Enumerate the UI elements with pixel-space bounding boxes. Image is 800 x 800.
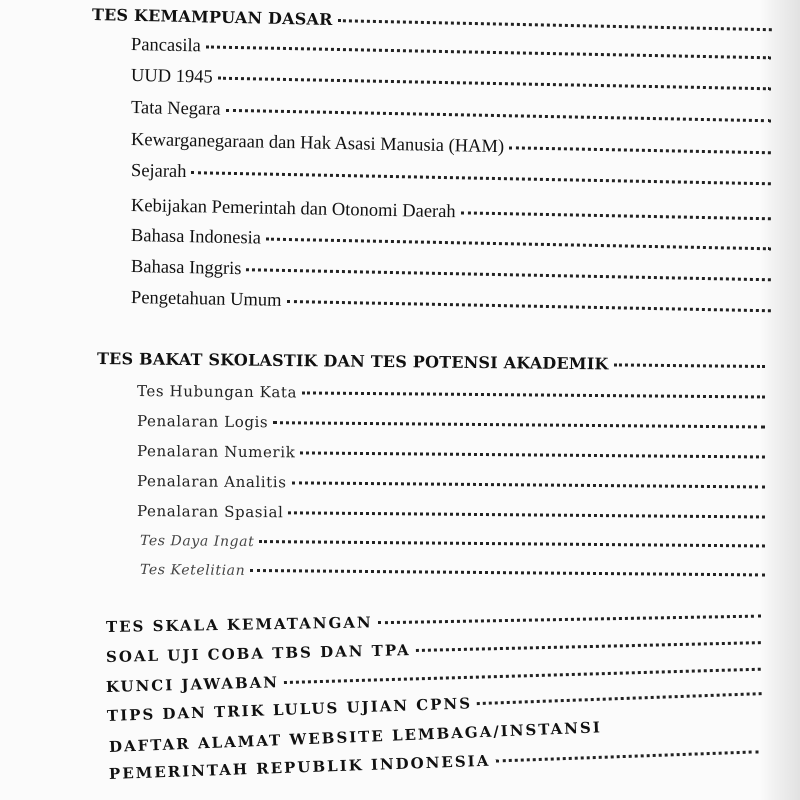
dot-leader xyxy=(495,748,758,762)
toc-item-kewarganegaraan xyxy=(131,130,771,163)
toc-item-label: Bahasa Inggris xyxy=(130,257,242,280)
dot-leader xyxy=(338,17,772,31)
toc-item-penalaran-spasial xyxy=(137,502,765,525)
toc-item-label: Tes Daya Ingat xyxy=(139,533,255,550)
toc-item-label: Tes Ketelitian xyxy=(139,562,246,579)
toc-item-bahasa-inggris xyxy=(131,257,771,290)
toc-item-tes-hubungan-kata xyxy=(137,382,765,405)
dot-leader xyxy=(461,209,771,220)
toc-item-soal-uji-coba xyxy=(106,633,761,666)
toc-item-label: Pancasila xyxy=(130,35,202,57)
dot-leader xyxy=(288,509,765,518)
dot-leader xyxy=(246,266,771,281)
toc-item-label: Kebijakan Pemerintah dan Otonomi Daerah xyxy=(130,196,456,223)
dot-leader xyxy=(226,107,771,122)
toc-item-pancasila xyxy=(131,35,771,68)
toc-item-label: DAFTAR ALAMAT WEBSITE LEMBAGA/INSTANSI xyxy=(108,718,603,756)
toc-item-label: Tes Hubungan Kata xyxy=(136,382,298,402)
toc-item-label: Bahasa Indonesia xyxy=(130,226,262,249)
dot-leader xyxy=(273,419,765,428)
toc-item-label: KUNCI JAWABAN xyxy=(105,673,280,696)
toc-item-label: SOAL UJI COBA TBS DAN TPA xyxy=(105,641,411,666)
dot-leader xyxy=(477,690,762,705)
toc-item-tes-daya-ingat xyxy=(140,533,765,554)
toc-heading-label: TES BAKAT SKOLASTIK DAN TES POTENSI AKADEMIK xyxy=(96,349,609,374)
toc-item-tes-skala-kematangan xyxy=(106,607,761,636)
toc-heading-label: TES KEMAMPUAN DASAR xyxy=(91,5,333,30)
toc-item-label: Penalaran Spasial xyxy=(136,502,284,522)
dot-leader xyxy=(191,169,771,185)
toc-item-penalaran-analitis xyxy=(137,472,765,495)
dot-leader xyxy=(218,75,771,91)
toc-item-kebijakan-pemerintah xyxy=(131,196,771,229)
toc-item-tata-negara xyxy=(131,98,771,131)
toc-item-bahasa-indonesia xyxy=(131,226,771,259)
page-edge-shadow xyxy=(760,0,800,800)
toc-heading-tes-bakat-skolastik xyxy=(97,349,765,375)
dot-leader xyxy=(266,236,771,251)
toc-item-pengetahuan-umum xyxy=(131,288,771,321)
toc-item-tes-ketelitian xyxy=(140,562,765,583)
toc-item-label: Sejarah xyxy=(130,161,187,183)
toc-item-label: Pengetahuan Umum xyxy=(130,288,282,311)
toc-item-label: TES SKALA KEMATANGAN xyxy=(105,613,373,636)
toc-item-label: Penalaran Logis xyxy=(136,412,269,432)
dot-leader xyxy=(250,567,765,576)
toc-item-label: TIPS DAN TRIK LULUS UJIAN CPNS xyxy=(106,694,473,725)
dot-leader xyxy=(284,666,761,684)
dot-leader xyxy=(614,361,765,368)
dot-leader xyxy=(259,538,765,547)
dot-leader xyxy=(509,144,771,154)
toc-item-label: Penalaran Analitis xyxy=(136,472,287,492)
toc-item-penalaran-numerik xyxy=(137,442,765,465)
dot-leader xyxy=(416,639,761,652)
toc-item-sejarah xyxy=(131,161,771,194)
toc-item-label: Tata Negara xyxy=(130,98,221,120)
toc-heading-tes-kemampuan-dasar xyxy=(92,5,772,38)
dot-leader xyxy=(292,479,765,488)
dot-leader xyxy=(378,613,761,625)
toc-item-label: PEMERINTAH REPUBLIK INDONESIA xyxy=(108,751,491,783)
toc-item-uud-1945 xyxy=(131,66,771,99)
toc-item-label: UUD 1945 xyxy=(130,66,213,88)
dot-leader xyxy=(302,389,765,398)
toc-item-label: Kewarganegaraan dan Hak Asasi Manusia (HAM) xyxy=(130,130,505,158)
dot-leader xyxy=(300,449,765,458)
toc-item-penalaran-logis xyxy=(137,412,765,435)
dot-leader xyxy=(206,43,771,59)
dot-leader xyxy=(286,298,770,312)
toc-item-label: Penalaran Numerik xyxy=(136,442,296,462)
